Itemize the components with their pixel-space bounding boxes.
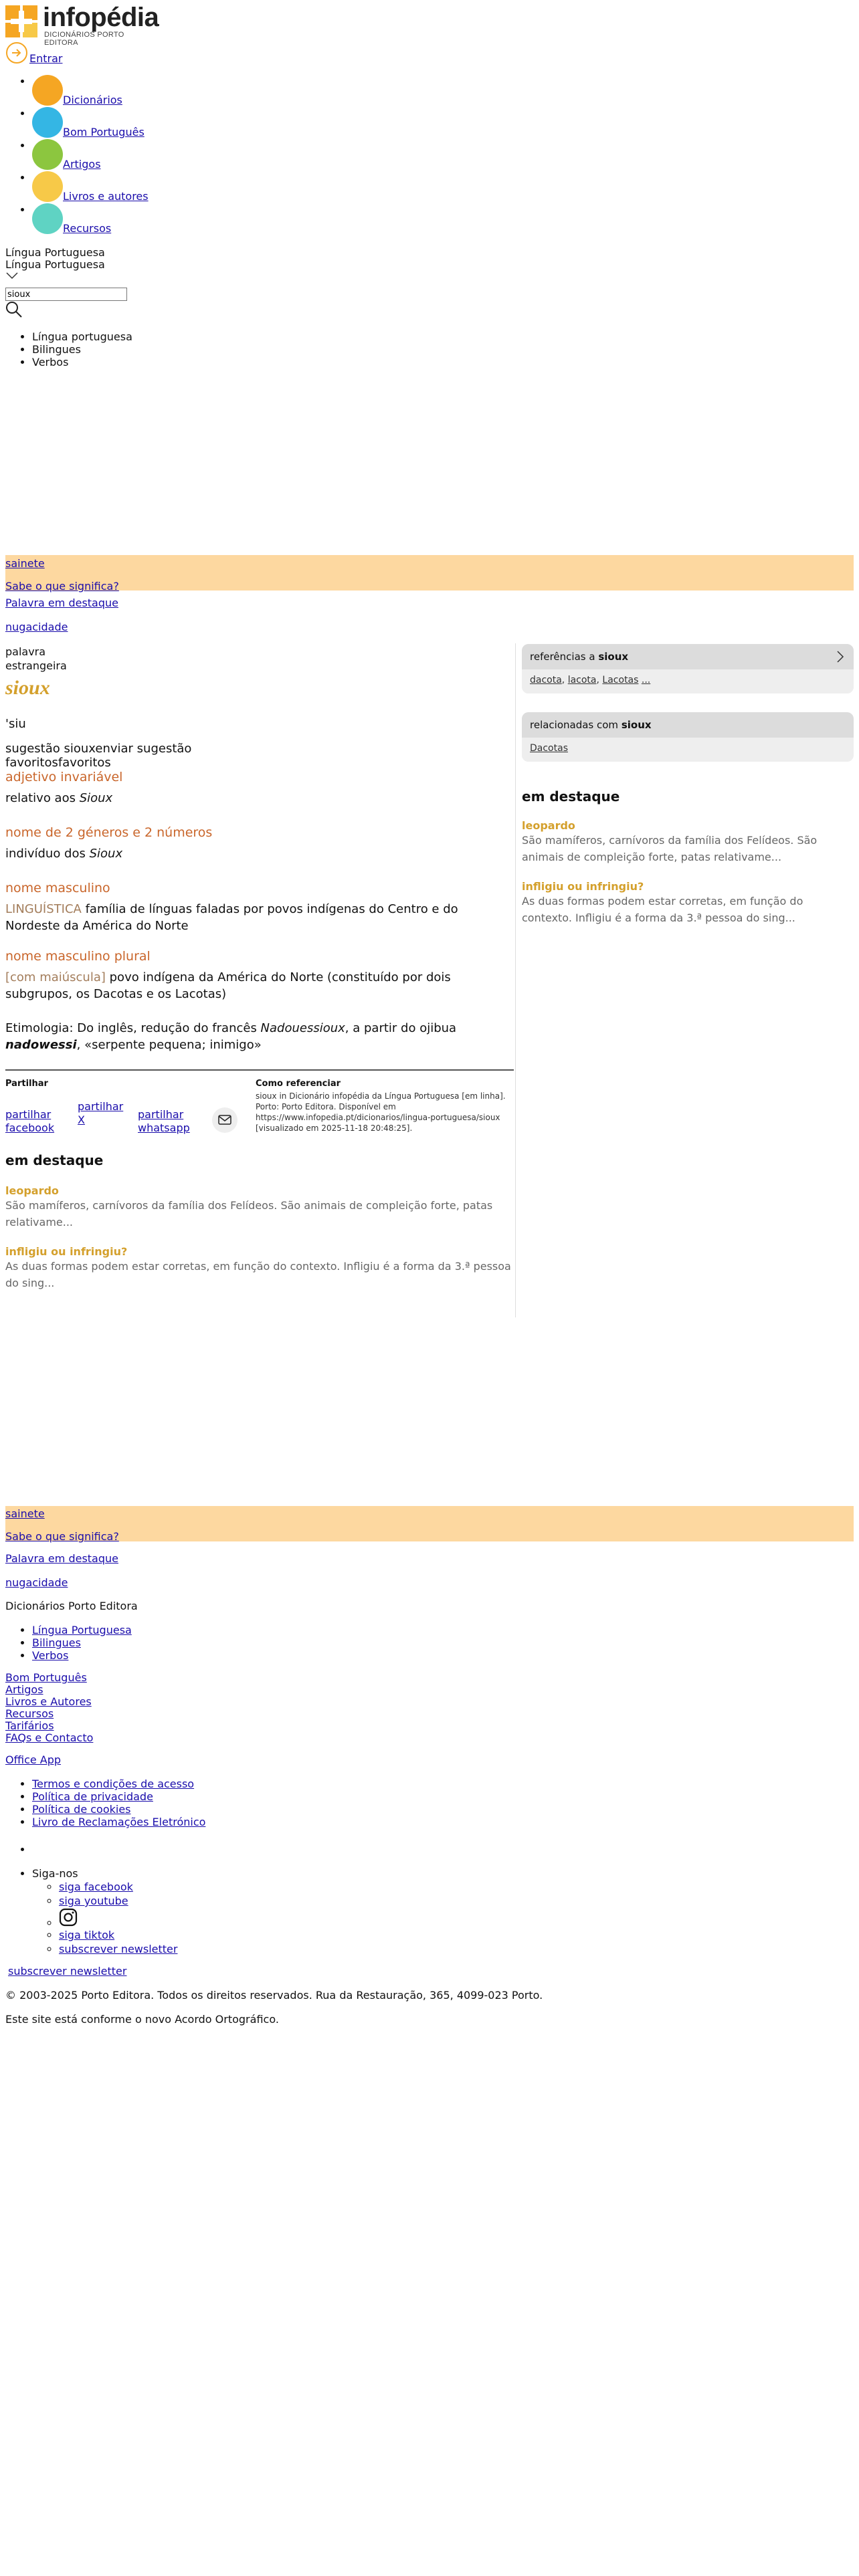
promo-word-link[interactable]: sainete (5, 557, 45, 570)
featured-word-link[interactable]: nugacidade (5, 621, 68, 633)
cite-title: Como referenciar (256, 1079, 341, 1089)
language-select[interactable] (5, 247, 105, 283)
reference-link[interactable]: dacota (530, 675, 562, 685)
sense-category: adjetivo invariável (5, 770, 123, 784)
follow-label: Siga-nos (32, 1867, 78, 1880)
sidebar-featured-item-title[interactable]: infligiu ou infringiu? (522, 880, 644, 893)
search-category-item[interactable]: • Bilingues (32, 343, 132, 356)
definition-text: povo indígena da América do Norte (constituído por dois subgrupos, os Dacotas e os Lacotas) (5, 970, 451, 1001)
featured-word-label[interactable]: Palavra em destaque (5, 597, 118, 609)
reference-more-link[interactable]: ... (641, 675, 651, 685)
nav-link-recursos[interactable]: • Recursos (63, 222, 112, 235)
featured-word-label[interactable]: Palavra em destaque (5, 1552, 118, 1565)
language-current: Língua Portuguesa (5, 246, 105, 259)
related-link[interactable]: Dacotas (530, 743, 568, 754)
nav-item-artigos[interactable] (32, 139, 300, 171)
definition-text: indivíduo dos (5, 847, 90, 861)
favorites-image: favoritos (5, 756, 58, 770)
featured-item-title[interactable]: leopardo (5, 1184, 59, 1197)
column-divider (515, 643, 516, 1317)
promo-word-link[interactable]: sainete (5, 1507, 45, 1520)
sense-category: nome de 2 géneros e 2 números (5, 825, 213, 840)
footer-link[interactable]: Recursos (5, 1707, 54, 1720)
promo-question-link[interactable]: Sabe o que significa? (5, 1530, 119, 1543)
sense-definition (5, 969, 514, 1002)
promo-question-link[interactable]: Sabe o que significa? (5, 580, 119, 593)
share-x-link[interactable]: partilhar X (78, 1100, 124, 1126)
chevron-right-icon[interactable] (836, 650, 844, 663)
footer-links (5, 1672, 93, 1744)
etymology-text: Etimologia: Do inglês, redução do francês (5, 1021, 261, 1035)
references-word: sioux (598, 651, 629, 663)
social-newsletter-link[interactable]: subscrever newsletter (59, 1943, 178, 1955)
footer-dict-links (5, 1624, 132, 1662)
sense-definition (5, 845, 514, 862)
share-email-icon[interactable] (211, 1107, 238, 1134)
legal-link[interactable]: Termos e condições de acesso (32, 1778, 195, 1790)
cite-text[interactable]: sioux in Dicionário infopédia da Língua Portuguesa [em linha]. Porto: Porto Editora. Disponível em https://www.infopedia.pt/dicionarios/lingua-portuguesa/sioux [visualizado em 2025-11-18 20:48:25]. (256, 1091, 506, 1133)
footer-dict-link[interactable]: Língua Portuguesa (32, 1624, 132, 1636)
domain-tag: LINGUÍSTICA (5, 902, 82, 916)
favorites-row[interactable] (5, 756, 514, 770)
suggestion-image: sugestão sioux (5, 742, 96, 756)
references-list: dacota, lacota, Lacotas ... (522, 669, 854, 693)
footer-link[interactable]: Bom Português (5, 1671, 87, 1684)
site-logo[interactable] (5, 3, 159, 47)
login-icon (5, 41, 28, 64)
legal-link[interactable]: Política de cookies (32, 1803, 131, 1816)
chevron-down-icon[interactable] (5, 271, 19, 280)
sidebar (522, 644, 854, 926)
logo-name: infopédia (43, 3, 159, 32)
sidebar-featured-title: em destaque (522, 788, 620, 804)
nav-link-bom-portugues[interactable]: • Bom Português (63, 126, 145, 138)
entry-panel (5, 645, 514, 1291)
search-input[interactable] (5, 288, 127, 301)
newsletter-button[interactable]: subscrever newsletter (8, 1965, 127, 1977)
nav-link-artigos[interactable]: • Artigos (63, 158, 101, 171)
reference-link[interactable]: Lacotas (602, 675, 639, 685)
articles-icon (32, 139, 63, 170)
sense-category: nome masculino (5, 881, 110, 895)
footer-dict-link[interactable]: Bilingues (32, 1636, 81, 1649)
related-word: sioux (621, 719, 652, 731)
sense-definition (5, 901, 514, 934)
favorites-label[interactable]: favoritos (58, 756, 111, 770)
foreign-word-badge: palavra estrangeira (5, 645, 67, 672)
related-header (522, 712, 854, 738)
language-option[interactable]: Língua Portuguesa (5, 258, 105, 271)
definition-text: família de línguas faladas por povos indígenas do Centro e do Nordeste da América do Norte (5, 902, 458, 933)
headword: sioux (5, 677, 50, 699)
footer-link[interactable]: FAQs e Contacto (5, 1731, 94, 1744)
footer-link[interactable]: Livros e Autores (5, 1695, 92, 1708)
footer-section-title: Dicionários Porto Editora (5, 1600, 138, 1612)
featured-item-summary[interactable]: São mamíferos, carnívoros da família dos Felídeos. São animais de compleição forte, patas relativame... (5, 1199, 493, 1228)
social-tiktok-link[interactable]: siga tiktok (59, 1929, 115, 1941)
search-icon[interactable] (5, 301, 23, 318)
logo-tagline: DICIONÁRIOS PORTO EDITORA (44, 31, 124, 47)
footer-empty-item (32, 1843, 35, 1856)
legal-link[interactable]: Política de privacidade (32, 1790, 153, 1803)
sidebar-featured-item-summary[interactable]: As duas formas podem estar corretas, em função do contexto. Infligiu é a forma da 3.ª pessoa do sing... (522, 895, 803, 924)
send-suggestion-link[interactable]: enviar sugestão (95, 742, 192, 756)
references-header[interactable] (522, 644, 854, 669)
footer-spacer-list (5, 1843, 35, 1856)
definition-italic: Sioux (79, 791, 113, 805)
etymology-text: , a partir do ojibua (345, 1021, 457, 1035)
sidebar-featured-item-title[interactable]: leopardo (522, 819, 575, 832)
nav-item-bom-portugues[interactable] (32, 107, 300, 139)
definition-italic: Sioux (89, 847, 123, 861)
nav-item-recursos[interactable] (32, 203, 300, 235)
search-category-item[interactable]: • Verbos (32, 356, 132, 368)
footer-dict-link[interactable]: Verbos (32, 1649, 69, 1662)
main-nav (5, 75, 300, 235)
resources-icon (32, 203, 63, 234)
legal-link[interactable]: Livro de Reclamações Eletrónico (32, 1816, 206, 1828)
nav-link-dicionarios[interactable]: • Dicionários (63, 94, 122, 106)
featured-item-title[interactable]: infligiu ou infringiu? (5, 1245, 128, 1258)
definition-text: relativo aos (5, 791, 80, 805)
share-whatsapp-link[interactable]: partilhar whatsapp (138, 1108, 190, 1134)
dictionary-icon (32, 75, 63, 106)
share-title: Partilhar (5, 1079, 48, 1089)
reference-link[interactable]: lacota (567, 675, 597, 685)
nav-item-livros[interactable] (32, 171, 300, 203)
sense-definition (5, 790, 514, 807)
promo-banner-bottom[interactable] (5, 1506, 854, 1541)
legal-links (5, 1778, 205, 1828)
references-prefix: referências a (530, 651, 599, 663)
featured-word-link[interactable]: nugacidade (5, 1576, 68, 1589)
etymology-text: , «serpente pequena; inimigo» (76, 1038, 262, 1052)
footer-link[interactable]: Tarifários (5, 1719, 54, 1732)
books-icon (32, 171, 63, 202)
etymology-term: Nadouessioux (260, 1021, 345, 1035)
search-category-item[interactable]: • Língua portuguesa (32, 330, 132, 343)
office-app-link[interactable]: Office App (5, 1753, 62, 1766)
logo-icon (5, 5, 37, 37)
sidebar-featured-item-summary[interactable]: São mamíferos, carnívoros da família dos Felídeos. São animais de compleição forte, patas relativame... (522, 834, 818, 863)
related-box (522, 712, 854, 762)
share-cite-row (5, 1071, 514, 1144)
footer-link[interactable]: Artigos (5, 1683, 43, 1696)
share-facebook-link[interactable]: partilhar facebook (5, 1108, 55, 1134)
usage-tag: [com maiúscula] (5, 970, 106, 984)
nav-item-dicionarios[interactable] (32, 75, 300, 107)
featured-section-title: em destaque (5, 1152, 104, 1168)
promo-banner[interactable] (5, 555, 854, 591)
copyright: © 2003-2025 Porto Editora. Todos os direitos reservados. Rua da Restauração, 365, 4099-023 Porto. (5, 1989, 543, 2002)
social-facebook-link[interactable]: siga facebook (59, 1881, 133, 1893)
related-list (522, 738, 854, 762)
social-section (5, 1867, 177, 1956)
instagram-icon[interactable] (59, 1908, 78, 1927)
etymology-term: nadowessi (5, 1038, 77, 1052)
featured-item-summary[interactable]: As duas formas podem estar corretas, em função do contexto. Infligiu é a forma da 3.ª pessoa do sing... (5, 1260, 511, 1289)
pronunciation: 'siu (5, 717, 26, 731)
sense-category: nome masculino plural (5, 949, 151, 964)
suggestion-row[interactable] (5, 742, 514, 756)
related-prefix: relacionadas com (530, 719, 622, 731)
ao-note: Este site está conforme o novo Acordo Ortográfico. (5, 2013, 279, 2026)
social-youtube-link[interactable]: siga youtube (59, 1895, 128, 1907)
nav-link-livros[interactable]: • Livros e autores (63, 190, 149, 203)
login-link[interactable]: Entrar (29, 52, 63, 65)
references-box (522, 644, 854, 693)
etymology (5, 1020, 514, 1053)
bom-portugues-icon (32, 107, 63, 138)
search-categories (5, 330, 132, 368)
